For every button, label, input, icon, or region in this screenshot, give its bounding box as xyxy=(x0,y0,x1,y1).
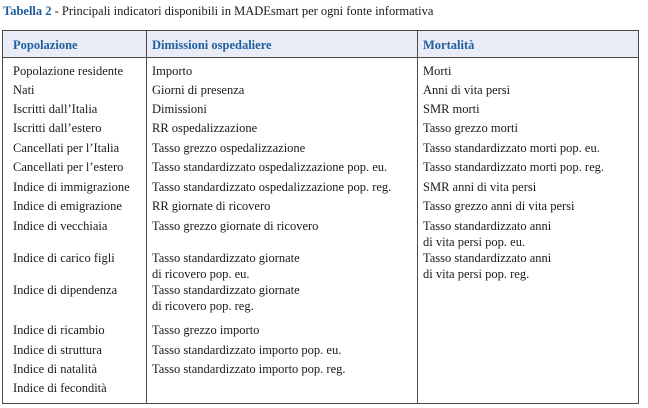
dimissioni-cell xyxy=(152,120,257,136)
mortalita-cell-line: Tasso standardizzato anni xyxy=(423,219,552,233)
mortalita-cell xyxy=(423,250,551,282)
popolazione-cell xyxy=(13,361,97,377)
mortalita-cell-line: Tasso grezzo anni di vita persi xyxy=(423,199,575,213)
popolazione-cell-line: Nati xyxy=(13,83,35,97)
mortalita-cell-line: SMR morti xyxy=(423,102,480,116)
popolazione-cell-line: Indice di vecchiaia xyxy=(13,219,108,233)
dimissioni-cell xyxy=(152,63,192,79)
mortalita-cell xyxy=(423,198,575,214)
mortalita-cell xyxy=(423,159,604,175)
popolazione-cell-line: Popolazione residente xyxy=(13,64,124,78)
mortalita-cell-line: Morti xyxy=(423,64,452,78)
popolazione-cell-line: Iscritti dall’Italia xyxy=(13,102,98,116)
mortalita-cell-line: Tasso grezzo morti xyxy=(423,121,518,135)
header-popolazione: Popolazione xyxy=(13,38,78,52)
popolazione-cell xyxy=(13,179,130,195)
popolazione-cell xyxy=(13,342,102,358)
popolazione-cell-line: Indice di ricambio xyxy=(13,323,105,337)
popolazione-cell-line: Indice di struttura xyxy=(13,343,102,357)
dimissioni-cell-line: di ricovero pop. reg. xyxy=(152,299,254,313)
popolazione-cell-line: Iscritti dall’estero xyxy=(13,121,102,135)
column-divider xyxy=(146,31,147,403)
mortalita-cell-line: Tasso standardizzato morti pop. eu. xyxy=(423,141,600,155)
table-caption-label: Tabella 2 xyxy=(3,4,52,18)
column-divider xyxy=(417,31,418,403)
mortalita-cell xyxy=(423,63,451,79)
mortalita-cell-line: SMR anni di vita persi xyxy=(423,180,537,194)
dimissioni-cell-line: Tasso standardizzato importo pop. reg. xyxy=(152,362,346,376)
mortalita-cell-line: Tasso standardizzato morti pop. reg. xyxy=(423,160,605,174)
mortalita-cell xyxy=(423,179,536,195)
dimissioni-cell-line: Tasso standardizzato ospedalizzazione pop. reg. xyxy=(152,180,392,194)
table-header-row xyxy=(3,31,638,58)
dimissioni-cell-line: Tasso grezzo ospedalizzazione xyxy=(152,141,306,155)
popolazione-cell xyxy=(13,322,105,338)
dimissioni-cell-line: Tasso grezzo giornate di ricovero xyxy=(152,219,319,233)
dimissioni-cell-line: Tasso standardizzato ospedalizzazione pop. eu. xyxy=(152,160,388,174)
popolazione-cell xyxy=(13,159,123,175)
popolazione-cell xyxy=(13,120,102,136)
popolazione-cell xyxy=(13,282,117,298)
dimissioni-cell-line: Tasso standardizzato importo pop. eu. xyxy=(152,343,342,357)
dimissioni-cell xyxy=(152,282,300,314)
table-caption-text: - Principali indicatori disponibili in MADEsmart per ogni fonte informativa xyxy=(51,4,434,18)
dimissioni-cell xyxy=(152,101,207,117)
dimissioni-cell-line: Giorni di presenza xyxy=(152,83,245,97)
popolazione-cell xyxy=(13,101,97,117)
popolazione-cell-line: Cancellati per l’Italia xyxy=(13,141,120,155)
dimissioni-cell xyxy=(152,218,318,234)
mortalita-cell-line: di vita persi pop. reg. xyxy=(423,267,530,281)
dimissioni-cell xyxy=(152,82,244,98)
table-caption xyxy=(3,3,433,19)
mortalita-cell-line: di vita persi pop. eu. xyxy=(423,235,526,249)
dimissioni-cell-line: RR giornate di ricovero xyxy=(152,199,271,213)
dimissioni-cell xyxy=(152,250,300,282)
dimissioni-cell xyxy=(152,198,270,214)
mortalita-cell xyxy=(423,120,518,136)
mortalita-cell-line: Tasso standardizzato anni xyxy=(423,251,552,265)
dimissioni-cell-line: RR ospedalizzazione xyxy=(152,121,258,135)
popolazione-cell-line: Indice di emigrazione xyxy=(13,199,122,213)
indicators-table xyxy=(2,30,639,404)
popolazione-cell xyxy=(13,250,115,266)
mortalita-cell xyxy=(423,82,510,98)
dimissioni-cell xyxy=(152,140,305,156)
dimissioni-cell-line: di ricovero pop. eu. xyxy=(152,267,250,281)
popolazione-cell xyxy=(13,63,123,79)
dimissioni-cell-line: Tasso grezzo importo xyxy=(152,323,260,337)
mortalita-cell xyxy=(423,218,551,250)
dimissioni-cell xyxy=(152,342,341,358)
header-dimissioni: Dimissioni ospedaliere xyxy=(152,38,272,52)
header-mortalita: Mortalità xyxy=(423,38,475,52)
popolazione-cell-line: Indice di fecondità xyxy=(13,381,107,395)
popolazione-cell xyxy=(13,380,107,396)
popolazione-cell-line: Indice di dipendenza xyxy=(13,283,118,297)
popolazione-cell xyxy=(13,218,107,234)
dimissioni-cell-line: Importo xyxy=(152,64,193,78)
popolazione-cell-line: Indice di carico figli xyxy=(13,251,115,265)
popolazione-cell-line: Indice di natalità xyxy=(13,362,97,376)
popolazione-cell-line: Indice di immigrazione xyxy=(13,180,130,194)
mortalita-cell xyxy=(423,140,600,156)
dimissioni-cell xyxy=(152,179,391,195)
mortalita-cell xyxy=(423,101,480,117)
dimissioni-cell-line: Dimissioni xyxy=(152,102,207,116)
dimissioni-cell xyxy=(152,322,259,338)
popolazione-cell xyxy=(13,82,35,98)
dimissioni-cell-line: Tasso standardizzato giornate xyxy=(152,251,300,265)
mortalita-cell-line: Anni di vita persi xyxy=(423,83,511,97)
dimissioni-cell xyxy=(152,159,387,175)
popolazione-cell xyxy=(13,140,119,156)
dimissioni-cell xyxy=(152,361,346,377)
popolazione-cell xyxy=(13,198,122,214)
popolazione-cell-line: Cancellati per l’estero xyxy=(13,160,124,174)
dimissioni-cell-line: Tasso standardizzato giornate xyxy=(152,283,300,297)
